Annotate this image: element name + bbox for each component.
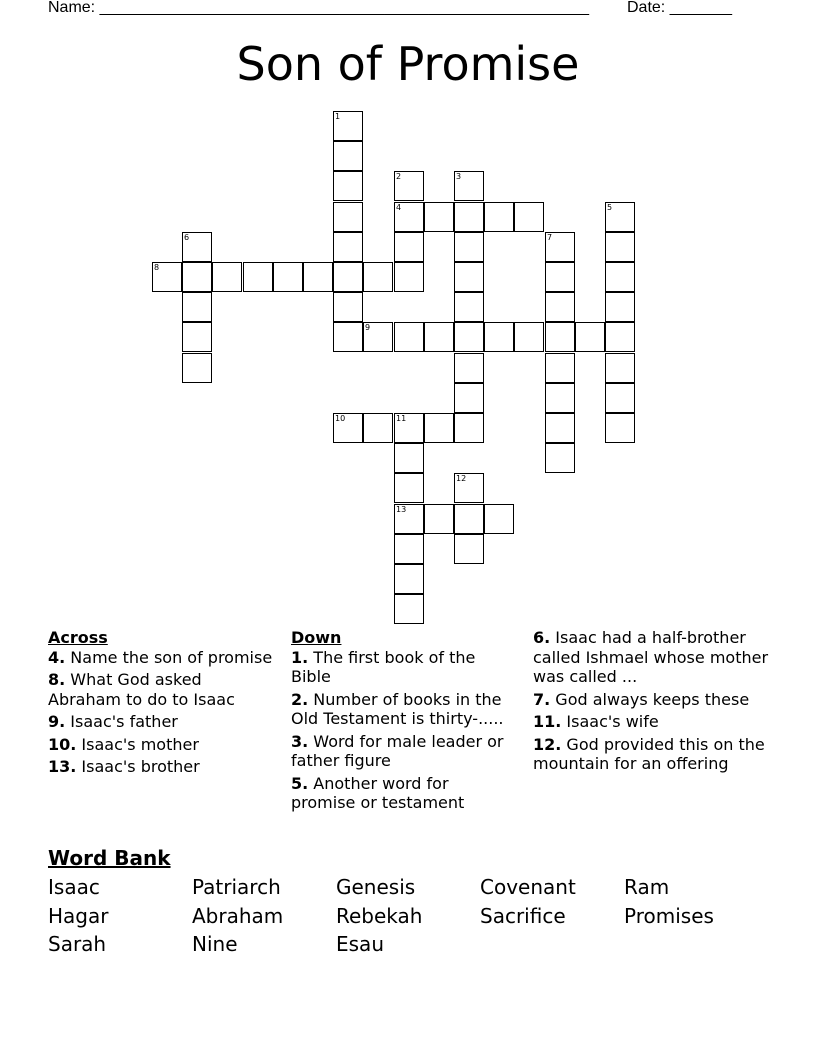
grid-cell[interactable] xyxy=(303,262,333,292)
grid-cell[interactable] xyxy=(424,202,454,232)
grid-cell[interactable] xyxy=(605,292,635,322)
grid-cell[interactable] xyxy=(394,232,424,262)
cell-number: 13 xyxy=(396,505,407,514)
grid-cell[interactable] xyxy=(424,413,454,443)
grid-cell[interactable] xyxy=(182,292,212,322)
grid-cell[interactable] xyxy=(182,322,212,352)
grid-cell[interactable] xyxy=(363,322,393,352)
grid-cell[interactable] xyxy=(545,292,575,322)
grid-cell[interactable] xyxy=(605,322,635,352)
clue-across-4: 4. Name the son of promise xyxy=(48,647,273,667)
clue-across-10: 10. Isaac's mother xyxy=(48,734,199,754)
grid-cell[interactable] xyxy=(333,202,363,232)
grid-cell[interactable] xyxy=(152,262,182,292)
word-bank-word: Esau xyxy=(336,932,384,956)
grid-cell[interactable] xyxy=(454,353,484,383)
name-field-label: Name: _______________________________________________________ xyxy=(48,0,589,16)
word-bank-word: Promises xyxy=(624,904,714,928)
grid-cell[interactable] xyxy=(333,262,363,292)
grid-cell[interactable] xyxy=(454,534,484,564)
grid-cell[interactable] xyxy=(454,413,484,443)
down-clues-continued xyxy=(533,628,773,777)
grid-cell[interactable] xyxy=(273,262,303,292)
grid-cell[interactable] xyxy=(545,262,575,292)
grid-cell[interactable] xyxy=(333,292,363,322)
word-bank-word: Ram xyxy=(624,875,670,899)
cell-number: 5 xyxy=(607,203,613,212)
grid-cell[interactable] xyxy=(605,353,635,383)
across-heading: Across xyxy=(48,628,108,647)
grid-cell[interactable] xyxy=(394,504,424,534)
clue-down-7: 7. God always keeps these xyxy=(533,689,750,709)
grid-cell[interactable] xyxy=(484,504,514,534)
clue-across-9: 9. Isaac's father xyxy=(48,712,178,731)
clue-down-5: 5. Another word for promise or testament xyxy=(291,773,465,812)
grid-cell[interactable] xyxy=(394,413,424,443)
grid-cell[interactable] xyxy=(545,353,575,383)
cell-number: 2 xyxy=(396,172,402,181)
grid-cell[interactable] xyxy=(394,564,424,594)
grid-cell[interactable] xyxy=(394,262,424,292)
clue-down-3: 3. Word for male leader or father figure xyxy=(291,731,504,770)
grid-cell[interactable] xyxy=(333,171,363,201)
word-bank-word: Hagar xyxy=(48,904,109,928)
word-bank-word: Sacrifice xyxy=(480,904,566,928)
cell-number: 3 xyxy=(456,172,462,181)
grid-cell[interactable] xyxy=(514,322,544,352)
cell-number: 6 xyxy=(184,233,190,242)
word-bank-word: Patriarch xyxy=(192,875,281,899)
cell-number: 9 xyxy=(365,323,371,332)
grid-cell[interactable] xyxy=(454,232,484,262)
clue-down-1: 1. The first book of the Bible xyxy=(291,647,476,686)
grid-cell[interactable] xyxy=(605,202,635,232)
grid-cell[interactable] xyxy=(363,413,393,443)
down-heading: Down xyxy=(291,628,342,647)
grid-cell[interactable] xyxy=(605,262,635,292)
down-clues xyxy=(291,628,516,816)
grid-cell[interactable] xyxy=(394,473,424,503)
cell-number: 11 xyxy=(396,414,407,423)
grid-cell[interactable] xyxy=(424,322,454,352)
grid-cell[interactable] xyxy=(394,594,424,624)
word-bank-word: Isaac xyxy=(48,875,100,899)
grid-cell[interactable] xyxy=(333,141,363,171)
grid-cell[interactable] xyxy=(545,322,575,352)
date-field-label: Date: _______ xyxy=(627,0,732,16)
grid-cell[interactable] xyxy=(333,322,363,352)
cell-number: 4 xyxy=(396,203,402,212)
grid-cell[interactable] xyxy=(182,353,212,383)
puzzle-title: Son of Promise xyxy=(236,37,580,91)
grid-cell[interactable] xyxy=(363,262,393,292)
cell-number: 10 xyxy=(335,414,346,423)
clue-down-6: 6. Isaac had a half-brother called Ishmael whose mother was called ... xyxy=(533,628,769,686)
grid-cell[interactable] xyxy=(454,262,484,292)
grid-cell[interactable] xyxy=(545,383,575,413)
clue-across-8: 8. What God asked Abraham to do to Isaac xyxy=(48,670,235,709)
word-bank-word: Abraham xyxy=(192,904,284,928)
grid-cell[interactable] xyxy=(454,383,484,413)
word-bank-word: Nine xyxy=(192,932,238,956)
grid-cell[interactable] xyxy=(454,473,484,503)
grid-cell[interactable] xyxy=(333,111,363,141)
cell-number: 8 xyxy=(154,263,160,272)
clue-down-11: 11. Isaac's wife xyxy=(533,712,659,731)
grid-cell[interactable] xyxy=(605,413,635,443)
grid-cell[interactable] xyxy=(514,202,544,232)
word-bank-word: Genesis xyxy=(336,875,416,899)
grid-cell[interactable] xyxy=(454,322,484,352)
grid-cell[interactable] xyxy=(454,504,484,534)
grid-cell[interactable] xyxy=(545,413,575,443)
grid-cell[interactable] xyxy=(545,443,575,473)
clue-down-2: 2. Number of books in the Old Testament is thirty-..... xyxy=(291,689,504,728)
grid-cell[interactable] xyxy=(454,171,484,201)
grid-cell[interactable] xyxy=(605,232,635,262)
clue-across-13: 13. Isaac's brother xyxy=(48,757,200,776)
grid-cell[interactable] xyxy=(182,232,212,262)
grid-cell[interactable] xyxy=(575,322,605,352)
word-bank-word: Sarah xyxy=(48,932,107,956)
grid-cell[interactable] xyxy=(394,171,424,201)
grid-cell[interactable] xyxy=(424,504,454,534)
word-bank-title: Word Bank xyxy=(48,846,171,870)
grid-cell[interactable] xyxy=(454,202,484,232)
grid-cell[interactable] xyxy=(394,202,424,232)
word-bank-word: Covenant xyxy=(480,875,576,899)
grid-cell[interactable] xyxy=(545,232,575,262)
grid-cell[interactable] xyxy=(212,262,242,292)
grid-cell[interactable] xyxy=(394,322,424,352)
clue-down-12: 12. God provided this on the mountain for an offering xyxy=(533,734,765,773)
grid-cell[interactable] xyxy=(182,262,212,292)
grid-cell[interactable] xyxy=(454,292,484,322)
grid-cell[interactable] xyxy=(333,413,363,443)
grid-cell[interactable] xyxy=(333,232,363,262)
across-clues xyxy=(48,628,278,780)
cell-number: 12 xyxy=(456,474,467,483)
grid-cell[interactable] xyxy=(243,262,273,292)
grid-cell[interactable] xyxy=(484,202,514,232)
grid-cell[interactable] xyxy=(394,534,424,564)
grid-cell[interactable] xyxy=(605,383,635,413)
word-bank-word: Rebekah xyxy=(336,904,423,928)
cell-number: 7 xyxy=(547,233,553,242)
grid-cell[interactable] xyxy=(484,322,514,352)
cell-number: 1 xyxy=(335,112,341,121)
grid-cell[interactable] xyxy=(394,443,424,473)
